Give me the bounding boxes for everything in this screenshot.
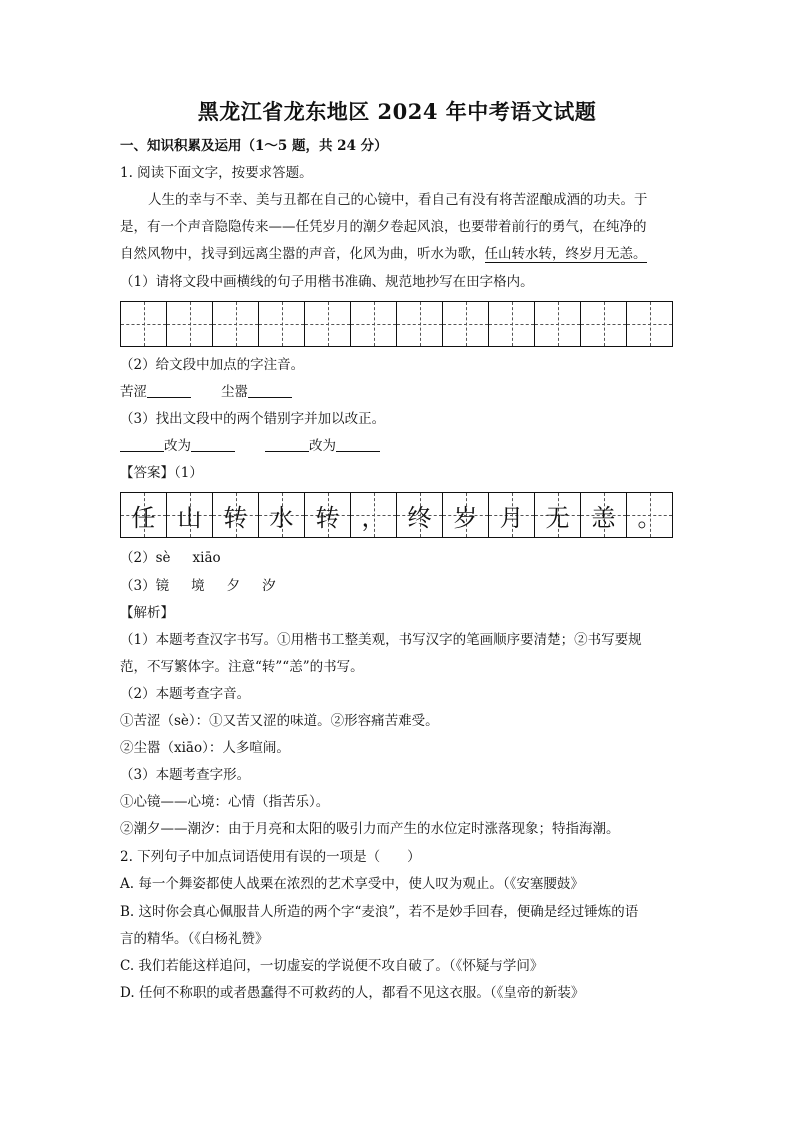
answer-2-label: （2） xyxy=(120,550,156,566)
grid-cell[interactable] xyxy=(305,302,351,346)
answer-cell: 水 xyxy=(259,493,305,537)
word-label: 苦涩 xyxy=(120,384,147,400)
answer-cell: 。 xyxy=(627,493,672,537)
answer-cell: 转 xyxy=(305,493,351,537)
passage-text: 自然风物中，找寻到远离尘嚣的声音，化风为曲，听水为歌， xyxy=(120,246,485,262)
answer-cell: 月 xyxy=(489,493,535,537)
analysis-line: （3）本题考查字形。 xyxy=(120,767,251,783)
analysis-line: （2）本题考查字音。 xyxy=(120,686,251,702)
grid-cell[interactable] xyxy=(351,302,397,346)
section-heading: 一、知识积累及运用（1～5 题，共 24 分） xyxy=(120,138,388,154)
change-label: 改为 xyxy=(309,438,336,454)
analysis-label: 【解析】 xyxy=(120,605,174,621)
pinyin-blank[interactable] xyxy=(147,383,191,398)
q2-option-b[interactable]: B. 这时你会真心佩服昔人所造的两个字“麦浪”，若不是妙手回春，便确是经过锤炼的语 xyxy=(120,904,639,920)
pinyin-blank[interactable] xyxy=(248,383,292,398)
char-answer: 镜 xyxy=(155,578,170,594)
answer-label: 【答案】（1） xyxy=(120,465,203,481)
answer-cell: ， xyxy=(351,493,397,537)
grid-cell[interactable] xyxy=(259,302,305,346)
answer-blank[interactable] xyxy=(265,437,309,452)
analysis-line: 范，不写繁体字。注意“转”“恙”的书写。 xyxy=(120,659,364,675)
answer-cell: 任 xyxy=(121,493,167,537)
analysis-line: ①苦涩（sè）：①又苦又涩的味道。②形容痛苦难受。 xyxy=(120,713,439,729)
answer-cell: 转 xyxy=(213,493,259,537)
q1-sub1: （1）请将文段中画横线的句子用楷书准确、规范地抄写在田字格内。 xyxy=(120,274,534,290)
grid-cell[interactable] xyxy=(489,302,535,346)
grid-cell[interactable] xyxy=(535,302,581,346)
page-title: 黑龙江省龙东地区 2024 年中考语文试题 xyxy=(197,99,597,124)
word-label: 尘嚣 xyxy=(221,384,248,400)
analysis-line: ②尘嚣（xiāo）：人多喧闹。 xyxy=(120,740,290,756)
analysis-line: （1）本题考查汉字书写。①用楷书工整美观，书写汉字的笔画顺序要清楚；②书写要规 xyxy=(120,632,642,648)
pinyin-answer: sè xyxy=(155,550,171,566)
answer-3 xyxy=(120,576,276,596)
pinyin-answer: xiāo xyxy=(192,550,221,566)
answer-cell: 山 xyxy=(167,493,213,537)
answer-grid xyxy=(120,492,673,538)
grid-cell[interactable] xyxy=(627,302,672,346)
q1-passage-line: 是，有一个声音隐隐传来——任凭岁月的潮夕卷起风浪，也要带着前行的勇气，在纯净的 xyxy=(120,219,647,235)
grid-cell[interactable] xyxy=(213,302,259,346)
answer-2 xyxy=(120,548,221,568)
char-answer: 夕 xyxy=(226,578,241,594)
analysis-line: ①心镜——心境：心情（指苦乐）。 xyxy=(120,794,330,810)
q1-sub2: （2）给文段中加点的字注音。 xyxy=(120,357,305,373)
grid-cell[interactable] xyxy=(167,302,213,346)
underlined-sentence: 任山转水转，终岁月无恙。 xyxy=(484,246,647,262)
q2-stem: 2. 下列句子中加点词语使用有误的一项是（ ） xyxy=(120,849,421,865)
answer-cell: 无 xyxy=(535,493,581,537)
q1-sub3: （3）找出文段中的两个错别字并加以改正。 xyxy=(120,411,386,427)
change-label: 改为 xyxy=(164,438,191,454)
char-answer: 汐 xyxy=(262,578,276,594)
grid-cell[interactable] xyxy=(443,302,489,346)
answer-cell: 恙 xyxy=(581,493,627,537)
q2-option-d[interactable]: D. 任何不称职的或者愚蠢得不可救药的人，都看不见这衣服。（《皇帝的新装》 xyxy=(120,985,585,1001)
answer-3-label: （3） xyxy=(120,578,156,594)
q1-passage-line: 人生的幸与不幸、美与丑都在自己的心镜中，看自己有没有将苦涩酿成酒的功夫。于 xyxy=(148,192,648,208)
q2-option-c[interactable]: C. 我们若能这样追问，一切虚妄的学说便不攻自破了。（《怀疑与学问》 xyxy=(120,958,544,974)
writing-grid[interactable] xyxy=(120,301,673,347)
grid-cell[interactable] xyxy=(121,302,167,346)
answer-cell: 岁 xyxy=(443,493,489,537)
q1-stem: 1. 阅读下面文字，按要求答题。 xyxy=(120,165,313,181)
q2-option-b-cont: 言的精华。（《白杨礼赞》 xyxy=(120,931,269,947)
q1-passage-line xyxy=(120,244,647,264)
q2-option-a[interactable]: A. 每一个舞姿都使人战栗在浓烈的艺术享受中，使人叹为观止。（《安塞腰鼓》 xyxy=(120,876,584,892)
grid-cell[interactable] xyxy=(397,302,443,346)
answer-cell: 终 xyxy=(397,493,443,537)
grid-cell[interactable] xyxy=(581,302,627,346)
answer-blank[interactable] xyxy=(120,437,164,452)
analysis-line: ②潮夕——潮汐：由于月亮和太阳的吸引力而产生的水位定时涨落现象；特指海潮。 xyxy=(120,821,620,837)
q1-sub3-blanks xyxy=(120,436,380,456)
answer-blank[interactable] xyxy=(336,437,380,452)
q1-sub2-blanks xyxy=(120,382,292,402)
answer-blank[interactable] xyxy=(191,437,235,452)
char-answer: 境 xyxy=(191,578,205,594)
